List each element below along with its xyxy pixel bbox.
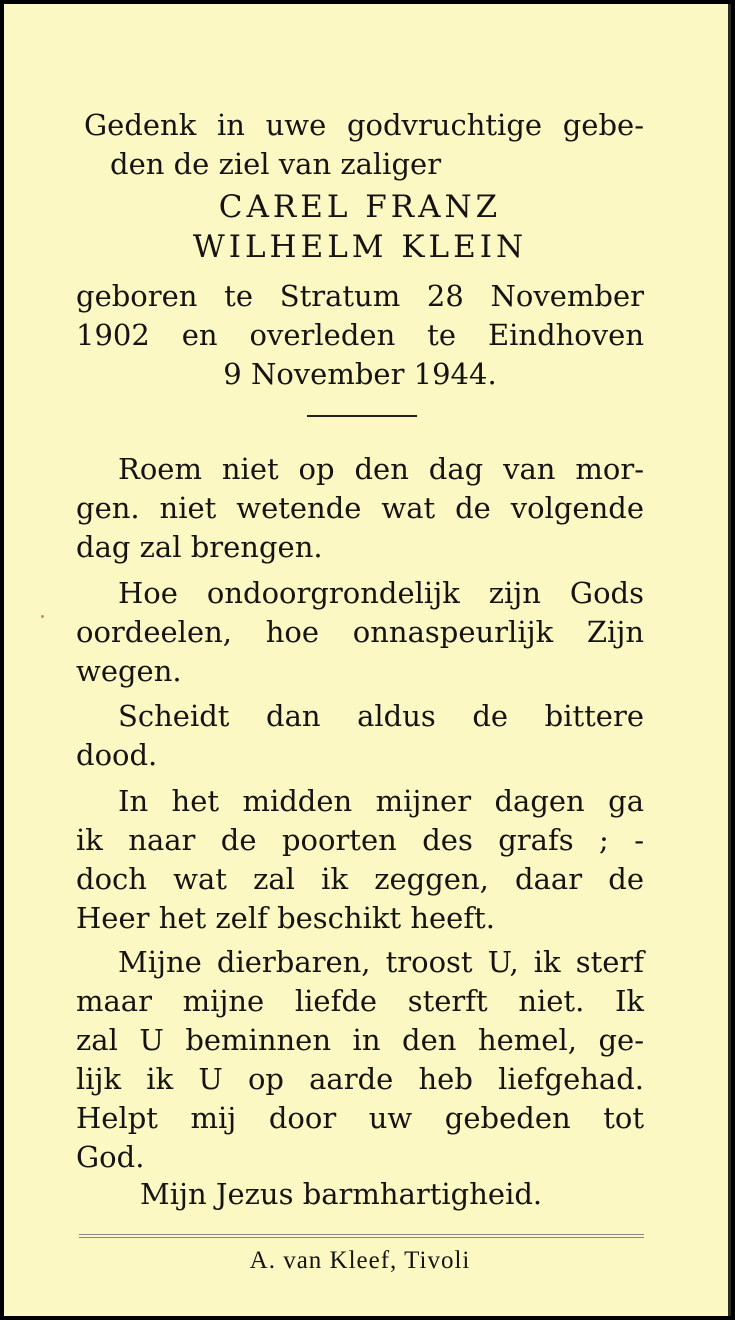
verse-line: Roem niet op den dag van mor- — [118, 452, 644, 486]
verse-line: lijk ik U op aarde heb liefgehad. — [76, 1062, 644, 1096]
verse-line: dag zal brengen. — [76, 530, 323, 564]
imprint-rule — [79, 1237, 644, 1238]
verse-block — [76, 574, 644, 691]
dates-line: 1902 en overleden te Eindhoven — [76, 318, 644, 352]
imprint-rule — [79, 1234, 644, 1235]
verse-line: Hoe ondoorgrondelijk zijn Gods — [118, 576, 644, 610]
deceased-name — [76, 187, 644, 267]
verse-block — [76, 943, 644, 1177]
verse-line: Heer het zelf beschikt heeft. — [76, 901, 495, 935]
verse-line: oordeelen, hoe onnaspeurlijk Zijn — [76, 615, 644, 649]
verse-line: maar mijne liefde sterft niet. Ik — [76, 984, 644, 1018]
birth-death-block — [76, 277, 644, 394]
name-line: CAREL FRANZ — [218, 189, 502, 225]
printer-imprint: A. van Kleef, Tivoli — [249, 1247, 471, 1274]
closing-block — [76, 1175, 644, 1214]
verse-line: wegen. — [76, 654, 182, 688]
verse-line: Scheidt dan aldus de bittere — [118, 699, 644, 733]
verse-line: Mijne dierbaren, troost U, ik sterf — [118, 945, 644, 979]
verse-block — [76, 450, 644, 567]
intro-line: den de ziel van zaliger — [110, 147, 442, 181]
name-line: WILHELM KLEIN — [192, 229, 528, 265]
intro-block — [76, 106, 644, 184]
verse-line: dood. — [76, 738, 158, 772]
card-frame-edge — [728, 4, 731, 1316]
closing-line: Mijn Jezus barmhartigheid. — [140, 1177, 543, 1211]
intro-line: Gedenk in uwe godvruchtige gebe- — [84, 108, 644, 142]
verse-block — [76, 782, 644, 938]
divider-rule — [307, 415, 417, 417]
verse-line: zal U beminnen in den hemel, ge- — [76, 1023, 644, 1057]
verse-block — [76, 697, 644, 775]
paper-speck — [41, 615, 44, 618]
dates-line: geboren te Stratum 28 November — [76, 279, 644, 313]
dates-line: 9 November 1944. — [223, 357, 497, 391]
verse-line: In het midden mijner dagen ga — [118, 784, 644, 818]
verse-line: gen. niet wetende wat de volgende — [76, 491, 644, 525]
verse-line: ik naar de poorten des grafs ; - — [76, 823, 644, 857]
memorial-card — [4, 4, 731, 1316]
verse-line: doch wat zal ik zeggen, daar de — [76, 862, 644, 896]
verse-line: God. — [76, 1140, 145, 1174]
verse-line: Helpt mij door uw gebeden tot — [76, 1101, 644, 1135]
